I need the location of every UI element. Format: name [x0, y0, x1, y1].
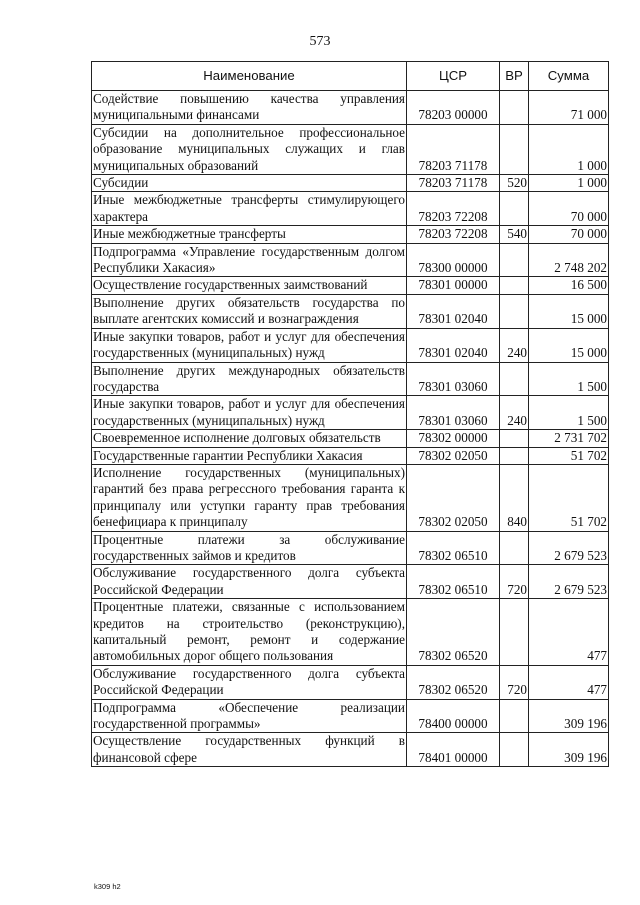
cell-sum: 309 196 [529, 699, 609, 733]
cell-name: Субсидии на дополнительное профессиональное образование муниципальных служащих и глав муниципальных образований [93, 124, 405, 173]
cell-vr [500, 243, 529, 277]
page-number: 573 [309, 34, 331, 49]
table-row [92, 531, 609, 565]
cell-vr [500, 699, 529, 733]
footer-code: k309 h2 [94, 882, 121, 891]
cell-csr: 78401 00000 [407, 733, 500, 767]
header-sum: Сумма [529, 62, 609, 91]
cell-vr [500, 599, 529, 666]
cell-sum: 1 000 [529, 175, 609, 192]
cell-sum: 2 679 523 [529, 565, 609, 599]
cell-sum: 477 [529, 665, 609, 699]
cell-name: Содействие повышению качества управления муниципальными финансами [93, 91, 405, 123]
cell-vr [500, 277, 529, 294]
cell-csr: 78302 06520 [407, 599, 500, 666]
table-row [92, 699, 609, 733]
cell-csr: 78300 00000 [407, 243, 500, 277]
cell-csr: 78302 00000 [407, 430, 500, 447]
cell-sum: 15 000 [529, 328, 609, 362]
cell-vr: 240 [500, 396, 529, 430]
cell-csr: 78203 00000 [407, 91, 500, 125]
header-row [92, 62, 609, 91]
cell-name: Иные закупки товаров, работ и услуг для обеспечения государственных (муниципальных) нужд [93, 396, 405, 428]
cell-csr: 78400 00000 [407, 699, 500, 733]
table-row [92, 565, 609, 599]
cell-sum: 309 196 [529, 733, 609, 767]
cell-name: Субсидии [92, 175, 407, 192]
cell-sum: 15 000 [529, 294, 609, 328]
cell-name: Своевременное исполнение долговых обязательств [92, 430, 407, 447]
table-row [92, 175, 609, 192]
cell-name: Обслуживание государственного долга субъекта Российской Федерации [93, 565, 405, 597]
cell-csr: 78203 72208 [407, 226, 500, 243]
cell-csr: 78301 02040 [407, 294, 500, 328]
table-row [92, 277, 609, 294]
cell-vr: 240 [500, 328, 529, 362]
cell-csr: 78302 02050 [407, 447, 500, 464]
table-row [92, 243, 609, 277]
cell-name: Процентные платежи за обслуживание государственных займов и кредитов [93, 531, 405, 563]
cell-sum: 70 000 [529, 192, 609, 226]
cell-csr: 78302 06520 [407, 665, 500, 699]
table-header [92, 62, 609, 91]
header-name: Наименование [92, 62, 407, 91]
cell-sum: 1 500 [529, 396, 609, 430]
cell-sum: 51 702 [529, 447, 609, 464]
table-row [92, 124, 609, 174]
cell-vr: 720 [500, 665, 529, 699]
cell-sum: 51 702 [529, 464, 609, 531]
cell-csr: 78301 02040 [407, 328, 500, 362]
table-row [92, 430, 609, 447]
cell-vr [500, 447, 529, 464]
cell-csr: 78301 03060 [407, 396, 500, 430]
cell-name: Обслуживание государственного долга субъекта Российской Федерации [93, 665, 405, 698]
cell-sum: 2 748 202 [529, 243, 609, 277]
cell-vr [500, 91, 529, 125]
cell-name: Иные межбюджетные трансферты [92, 226, 407, 243]
table-body [92, 91, 609, 767]
cell-vr [500, 192, 529, 226]
table-row [92, 294, 609, 328]
cell-vr: 840 [500, 464, 529, 531]
cell-name: Исполнение государственных (муниципальных) гарантий без права регрессного требования гаранта к принципалу или уступки гаранту прав требования бенефициара к принципалу [93, 464, 405, 530]
cell-csr: 78301 00000 [407, 277, 500, 294]
cell-csr: 78203 72208 [407, 192, 500, 226]
table-row [92, 396, 609, 430]
cell-sum: 1 000 [529, 124, 609, 174]
cell-vr [500, 531, 529, 565]
header-vr: ВР [500, 62, 529, 91]
table-row [92, 362, 609, 396]
cell-name: Иные межбюджетные трансферты стимулирующего характера [93, 192, 405, 224]
cell-csr: 78302 06510 [407, 565, 500, 599]
cell-vr [500, 294, 529, 328]
cell-csr: 78301 03060 [407, 362, 500, 396]
cell-sum: 2 679 523 [529, 531, 609, 565]
cell-csr: 78302 02050 [407, 464, 500, 531]
cell-sum: 1 500 [529, 362, 609, 396]
table-row [92, 665, 609, 699]
table-row [92, 226, 609, 243]
cell-vr [500, 430, 529, 447]
cell-vr: 720 [500, 565, 529, 599]
table-row [92, 91, 609, 125]
cell-name: Процентные платежи, связанные с использованием кредитов на строительство (реконструкцию), капитальный ремонт, ремонт и содержание автомобильных дорог общего пользования [93, 599, 405, 664]
cell-name: Подпрограмма «Управление государственным долгом Республики Хакасия» [93, 243, 405, 276]
table-row [92, 733, 609, 767]
cell-sum: 477 [529, 599, 609, 666]
header-csr: ЦСР [407, 62, 500, 91]
cell-name: Государственные гарантии Республики Хакасия [92, 447, 407, 464]
cell-sum: 16 500 [529, 277, 609, 294]
table-row [92, 328, 609, 362]
cell-vr [500, 733, 529, 767]
table-row [92, 447, 609, 464]
cell-name: Выполнение других обязательств государства по выплате агентских комиссий и вознаграждения [93, 294, 405, 327]
cell-vr [500, 362, 529, 396]
table-row [92, 192, 609, 226]
cell-csr: 78302 06510 [407, 531, 500, 565]
cell-name: Осуществление государственных функций в финансовой сфере [93, 733, 405, 765]
cell-vr: 540 [500, 226, 529, 243]
cell-vr [500, 124, 529, 174]
cell-name: Осуществление государственных заимствований [92, 277, 407, 294]
cell-sum: 71 000 [529, 91, 609, 125]
budget-table [91, 61, 609, 767]
cell-csr: 78203 71178 [407, 124, 500, 174]
table-row [92, 599, 609, 666]
cell-name: Иные закупки товаров, работ и услуг для обеспечения государственных (муниципальных) нужд [93, 328, 405, 361]
cell-name: Подпрограмма «Обеспечение реализации государственной программы» [93, 699, 405, 732]
cell-sum: 2 731 702 [529, 430, 609, 447]
table-row [92, 464, 609, 531]
cell-vr: 520 [500, 175, 529, 192]
cell-sum: 70 000 [529, 226, 609, 243]
cell-csr: 78203 71178 [407, 175, 500, 192]
cell-name: Выполнение других международных обязательств государства [93, 362, 405, 394]
